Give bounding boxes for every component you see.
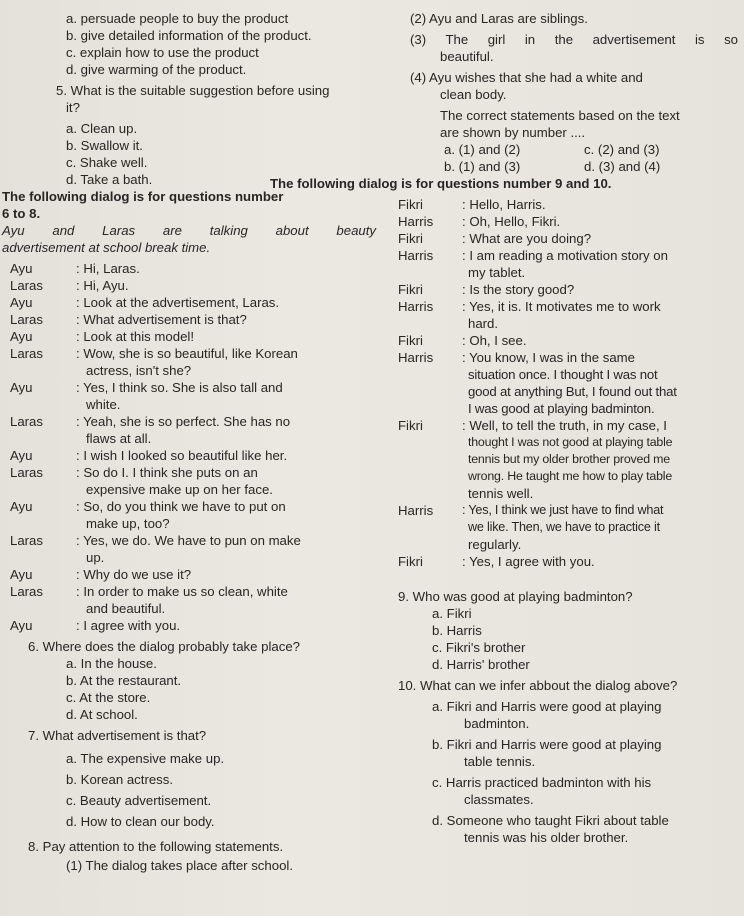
speaker-name: Laras	[10, 465, 43, 480]
q8-option-a: a. (1) and (2)	[444, 142, 521, 157]
q8-options-row-1	[398, 141, 740, 158]
q8-statement-3-cont: beautiful.	[440, 49, 494, 64]
q10-option-c-cont: classmates.	[464, 792, 534, 807]
speaker-name: Ayu	[10, 567, 33, 582]
q10-option-d: d. Someone who taught Fikri about table	[432, 813, 669, 828]
q5-text-cont: it?	[66, 100, 80, 115]
q10-option-d-cont: tennis was his older brother.	[464, 830, 629, 845]
left-column	[2, 10, 386, 874]
q7-option-a: a. The expensive make up.	[66, 751, 225, 766]
q8-statement-1: (1) The dialog takes place after school.	[66, 858, 294, 873]
dialog-line-cont: thought I was not good at playing table	[468, 435, 673, 449]
q9-option-a: a. Fikri	[432, 606, 472, 621]
q9-option-d: d. Harris' brother	[432, 657, 530, 672]
speaker-name: Ayu	[10, 448, 33, 463]
q7-option-d: d. How to clean our body.	[66, 814, 215, 829]
speaker-name: Laras	[10, 312, 43, 327]
dialog-line: : So, do you think we have to put on	[76, 499, 286, 514]
dialog-context-cont: advertisement at school break time.	[2, 240, 211, 255]
dialog-line: : Yes, I think so. She is also tall and	[76, 380, 283, 395]
q8-text: 8. Pay attention to the following statements.	[28, 839, 284, 854]
dialog-line: : Hi, Laras.	[76, 261, 140, 276]
speaker-name: Fikri	[398, 418, 423, 433]
dialog-line-cont: actress, isn't she?	[86, 363, 192, 378]
dialog-line: : I am reading a motivation story on	[462, 248, 668, 263]
q6-text: 6. Where does the dialog probably take place?	[28, 639, 300, 654]
q6-option-b: b. At the restaurant.	[66, 673, 182, 688]
q8-option-d: d. (3) and (4)	[584, 159, 661, 174]
dialog-line-cont: up.	[86, 550, 105, 565]
dialog-line-cont: situation once. I thought I was not	[468, 367, 658, 382]
dialog-line: : I agree with you.	[76, 618, 181, 633]
speaker-name: Ayu	[10, 261, 33, 276]
dialog-line-cont: I was good at playing badminton.	[468, 401, 655, 416]
dialog-line: : Well, to tell the truth, in my case, I	[462, 418, 667, 433]
dialog-line-cont: we like. Then, we have to practice it	[468, 520, 660, 534]
dialog-line: : Look at the advertisement, Laras.	[76, 295, 280, 310]
dialog-line: : Yes, I think we just have to find what	[462, 503, 664, 517]
dialog-line-cont: hard.	[468, 316, 499, 331]
q7-option-c: c. Beauty advertisement.	[66, 793, 212, 808]
q4-option-a: a. persuade people to buy the product	[66, 11, 289, 26]
q5-option-d: d. Take a bath.	[66, 172, 153, 187]
speaker-name: Fikri	[398, 333, 423, 348]
speaker-name: Laras	[10, 278, 43, 293]
dialog-line: : Yes, I agree with you.	[462, 554, 595, 569]
speaker-name: Harris	[398, 350, 434, 365]
dialog-line: : Oh, Hello, Fikri.	[462, 214, 561, 229]
q10-text: 10. What can we infer abbout the dialog above?	[398, 678, 678, 693]
dialog-fikri-harris	[398, 196, 740, 570]
dialog-line-cont: good at anything But, I found out that	[468, 384, 677, 399]
q10-option-c: c. Harris practiced badminton with his	[432, 775, 652, 790]
dialog-line-cont: my tablet.	[468, 265, 526, 280]
speaker-name: Ayu	[10, 618, 33, 633]
q5-option-b: b. Swallow it.	[66, 138, 143, 153]
instruction-9-10: The following dialog is for questions number 9 and 10.	[270, 176, 612, 191]
dialog-line-cont: white.	[86, 397, 121, 412]
dialog-line: : What advertisement is that?	[76, 312, 247, 327]
speaker-name: Laras	[10, 414, 43, 429]
q6-option-d: d. At school.	[66, 707, 138, 722]
speaker-name: Ayu	[10, 499, 33, 514]
q4-option-c: c. explain how to use the product	[66, 45, 259, 60]
instruction-6-8-cont: 6 to 8.	[2, 206, 41, 221]
q10-option-a: a. Fikri and Harris were good at playing	[432, 699, 662, 714]
dialog-line: : Wow, she is so beautiful, like Korean	[76, 346, 298, 361]
dialog-line-cont: tennis well.	[468, 486, 534, 501]
dialog-line: : Why do we use it?	[76, 567, 192, 582]
dialog-line-cont: make up, too?	[86, 516, 170, 531]
dialog-line: : Is the story good?	[462, 282, 575, 297]
q6-option-c: c. At the store.	[66, 690, 151, 705]
q8-options-row-2	[398, 158, 740, 175]
dialog-line: : I wish I looked so beautiful like her.	[76, 448, 288, 463]
q5-text: 5. What is the suitable suggestion before using	[56, 83, 330, 98]
dialog-line-cont: regularly.	[468, 537, 522, 552]
dialog-line: : Look at this model!	[76, 329, 195, 344]
speaker-name: Harris	[398, 299, 434, 314]
q7-option-b: b. Korean actress.	[66, 772, 174, 787]
q10-option-b-cont: table tennis.	[464, 754, 536, 769]
dialog-line-cont: expensive make up on her face.	[86, 482, 273, 497]
speaker-name: Fikri	[398, 231, 423, 246]
q5-option-a: a. Clean up.	[66, 121, 138, 136]
q5-option-c: c. Shake well.	[66, 155, 148, 170]
q8-statement-4-cont: clean body.	[440, 87, 507, 102]
dialog-line: : Yeah, she is so perfect. She has no	[76, 414, 291, 429]
speaker-name: Laras	[10, 533, 43, 548]
dialog-line: : Yes, we do. We have to pun on make	[76, 533, 301, 548]
speaker-name: Ayu	[10, 295, 33, 310]
speaker-name: Ayu	[10, 329, 33, 344]
dialog-line: : Yes, it is. It motivates me to work	[462, 299, 661, 314]
dialog-line: : What are you doing?	[462, 231, 592, 246]
q9-text: 9. Who was good at playing badminton?	[398, 589, 633, 604]
speaker-name: Laras	[10, 346, 43, 361]
right-column	[270, 10, 740, 846]
q8-statement-3: (3) The girl in the advertisement is so	[410, 32, 738, 47]
q9-option-b: b. Harris	[432, 623, 482, 638]
q8-statement-4: (4) Ayu wishes that she had a white and	[410, 70, 643, 85]
dialog-ayu-laras	[10, 260, 380, 634]
correct-statements-prompt-cont: are shown by number ....	[440, 125, 586, 140]
q10-option-a-cont: badminton.	[464, 716, 530, 731]
dialog-line: : Oh, I see.	[462, 333, 527, 348]
speaker-name: Fikri	[398, 554, 423, 569]
speaker-name: Harris	[398, 214, 434, 229]
q9-option-c: c. Fikri's brother	[432, 640, 526, 655]
speaker-name: Laras	[10, 584, 43, 599]
speaker-name: Harris	[398, 503, 434, 518]
speaker-name: Fikri	[398, 282, 423, 297]
dialog-line-cont: tennis but my older brother proved me	[468, 452, 670, 466]
q6-option-a: a. In the house.	[66, 656, 157, 671]
dialog-context: Ayu and Laras are talking about beauty	[2, 223, 376, 238]
q4-option-d: d. give warming of the product.	[66, 62, 247, 77]
dialog-line: : In order to make us so clean, white	[76, 584, 288, 599]
dialog-line-cont: wrong. He taught me how to play table	[468, 469, 673, 483]
speaker-name: Harris	[398, 248, 434, 263]
dialog-line: : You know, I was in the same	[462, 350, 636, 365]
q8-option-c: c. (2) and (3)	[584, 142, 660, 157]
speaker-name: Ayu	[10, 380, 33, 395]
dialog-line: : Hi, Ayu.	[76, 278, 129, 293]
correct-statements-prompt: The correct statements based on the text	[440, 108, 680, 123]
dialog-line: : So do I. I think she puts on an	[76, 465, 258, 480]
q7-text: 7. What advertisement is that?	[28, 728, 207, 743]
dialog-line: : Hello, Harris.	[462, 197, 546, 212]
q8-statement-2: (2) Ayu and Laras are siblings.	[410, 11, 588, 26]
dialog-line-cont: and beautiful.	[86, 601, 166, 616]
q4-option-b: b. give detailed information of the product.	[66, 28, 312, 43]
speaker-name: Fikri	[398, 197, 423, 212]
instruction-6-8: The following dialog is for questions number	[2, 189, 284, 204]
dialog-line-cont: flaws at all.	[86, 431, 152, 446]
q8-option-b: b. (1) and (3)	[444, 159, 521, 174]
q10-option-b: b. Fikri and Harris were good at playing	[432, 737, 662, 752]
